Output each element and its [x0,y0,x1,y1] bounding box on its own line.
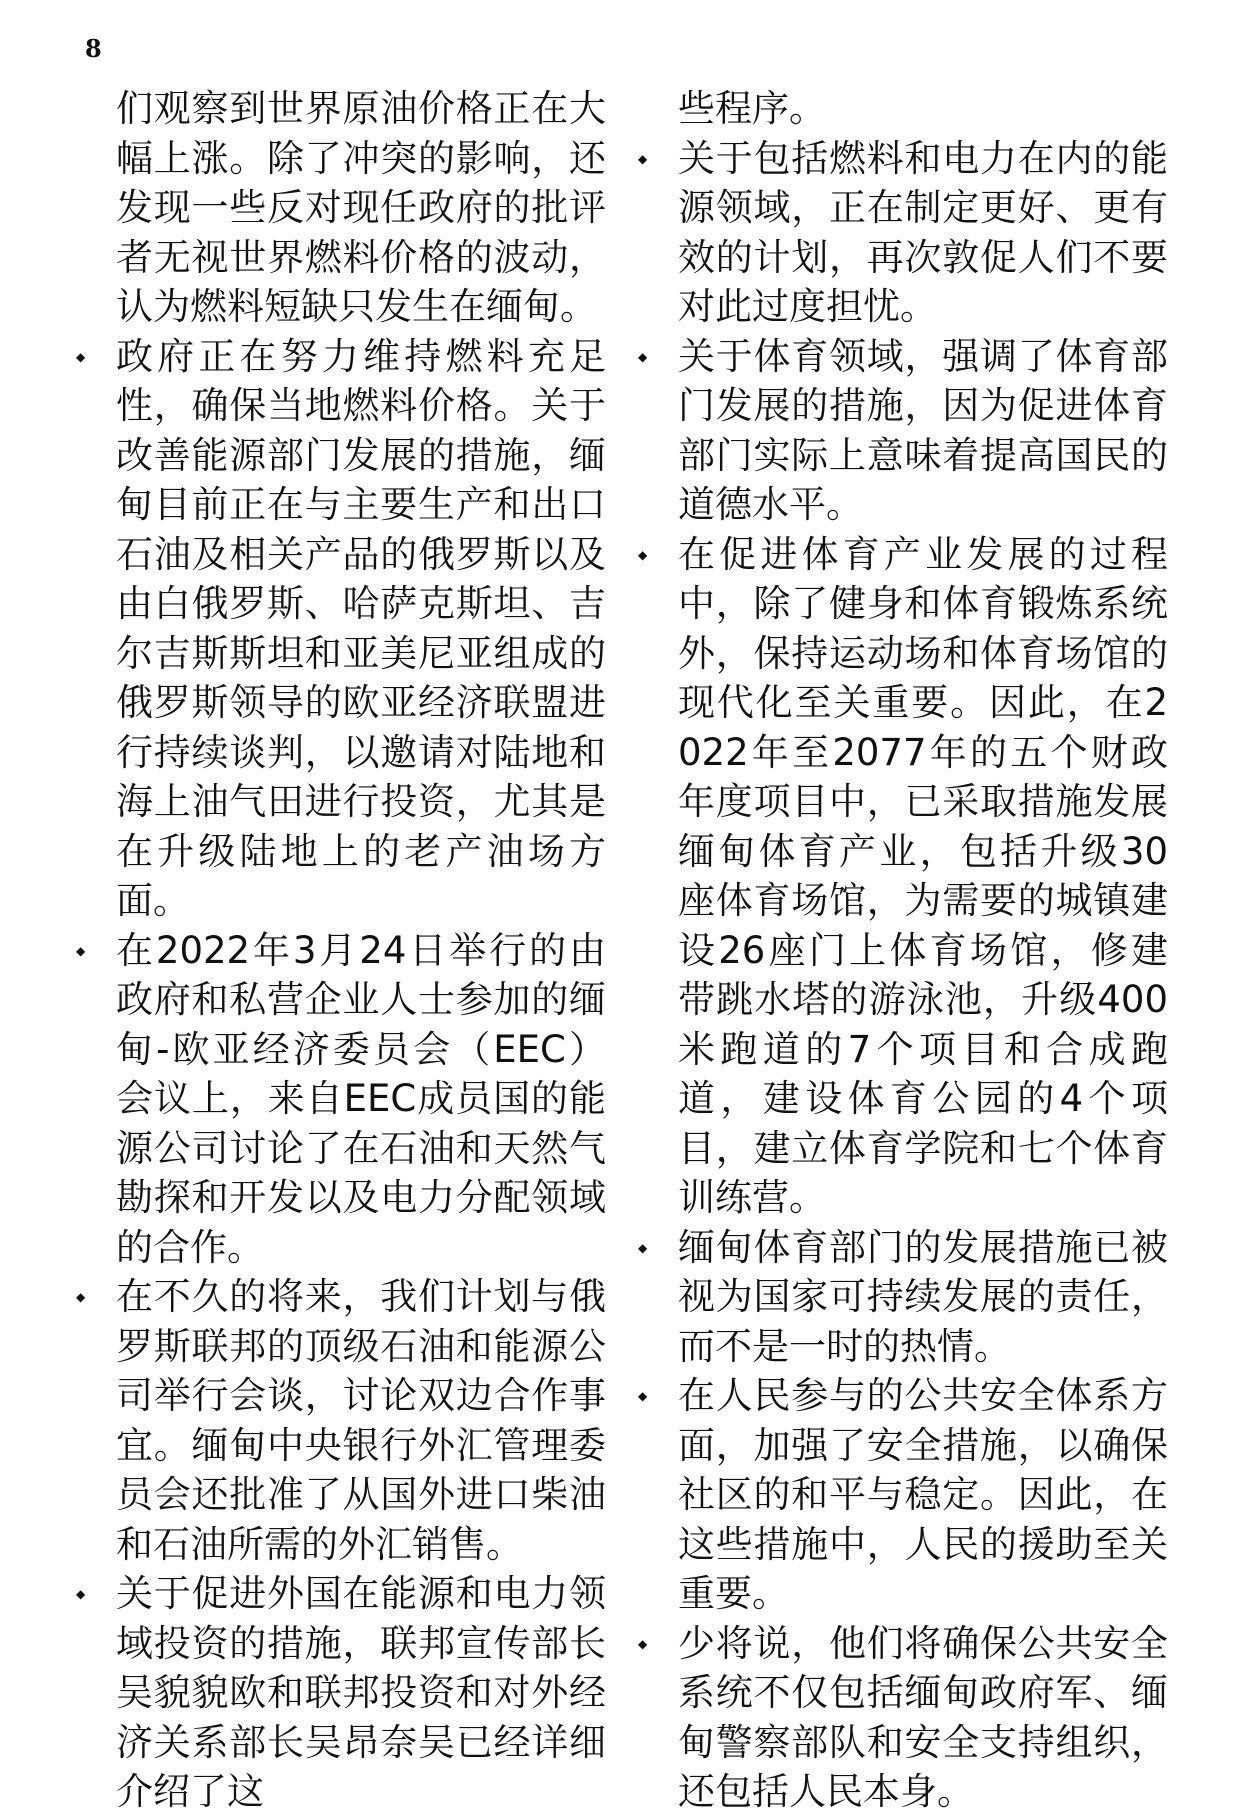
bullet-paragraph: ◆ 关于促进外国在能源和电力领域投资的措施，联邦宣传部长吴貌貌欧和联邦投资和对外经济关系部长吴昂奈吴已经详细介绍了这 [116,1569,606,1817]
bullet-paragraph: ◆ 少将说，他们将确保公共安全系统不仅包括缅甸政府军、缅甸警察部队和安全支持组织，还包括人民本身。 [678,1619,1168,1817]
bullet-paragraph: ◆ 缅甸体育部门的发展措施已被视为国家可持续发展的责任，而不是一时的热情。 [678,1223,1168,1372]
bullet-paragraph: ◆ 在人民参与的公共安全体系方面，加强了安全措施，以确保社区的和平与稳定。因此，在这些措施中，人民的援助至关重要。 [678,1371,1168,1619]
left-column [116,84,606,1817]
right-column [678,84,1168,1817]
paragraph-continuation: 些程序。 [678,87,826,130]
paragraph-continuation: 们观察到世界原油价格正在大幅上涨。除了冲突的影响，还发现一些反对现任政府的批评者无视世界燃料价格的波动，认为燃料短缺只发生在缅甸。 [116,87,606,328]
bullet-paragraph: ◆ 在不久的将来，我们计划与俄罗斯联邦的顶级石油和能源公司举行会谈，讨论双边合作事宜。缅甸中央银行外汇管理委员会还批准了从国外进口柴油和石油所需的外汇销售。 [116,1272,606,1569]
bullet-paragraph: ◆ 关于包括燃料和电力在内的能源领域，正在制定更好、更有效的计划，再次敦促人们不要对此过度担忧。 [678,134,1168,332]
bullet-paragraph: ◆ 在2022年3月24日举行的由政府和私营企业人士参加的缅甸-欧亚经济委员会（EEC）会议上，来自EEC成员国的能源公司讨论了在石油和天然气勘探和开发以及电力分配领域的合作。 [116,926,606,1273]
page-number: 8 [85,34,102,63]
bullet-paragraph: ◆ 关于体育领域，强调了体育部门发展的措施，因为促进体育部门实际上意味着提高国民的道德水平。 [678,332,1168,530]
bullet-paragraph: ◆ 政府正在努力维持燃料充足性，确保当地燃料价格。关于改善能源部门发展的措施，缅甸目前正在与主要生产和出口石油及相关产品的俄罗斯以及由白俄罗斯、哈萨克斯坦、吉尔吉斯斯坦和亚美尼亚组成的俄罗斯领导的欧亚经济联盟进行持续谈判，以邀请对陆地和海上油气田进行投资，尤其是在升级陆地上的老产油场方面。 [116,332,606,926]
bullet-paragraph: ◆ 在促进体育产业发展的过程中，除了健身和体育锻炼系统外，保持运动场和体育场馆的现代化至关重要。因此，在2022年至2077年的五个财政年度项目中，已采取措施发展缅甸体育产业，包括升级30座体育场馆，为需要的城镇建设26座门上体育场馆，修建带跳水塔的游泳池，升级400米跑道的7个项目和合成跑道，建设体育公园的4个项目，建立体育学院和七个体育训练营。 [678,530,1168,1223]
